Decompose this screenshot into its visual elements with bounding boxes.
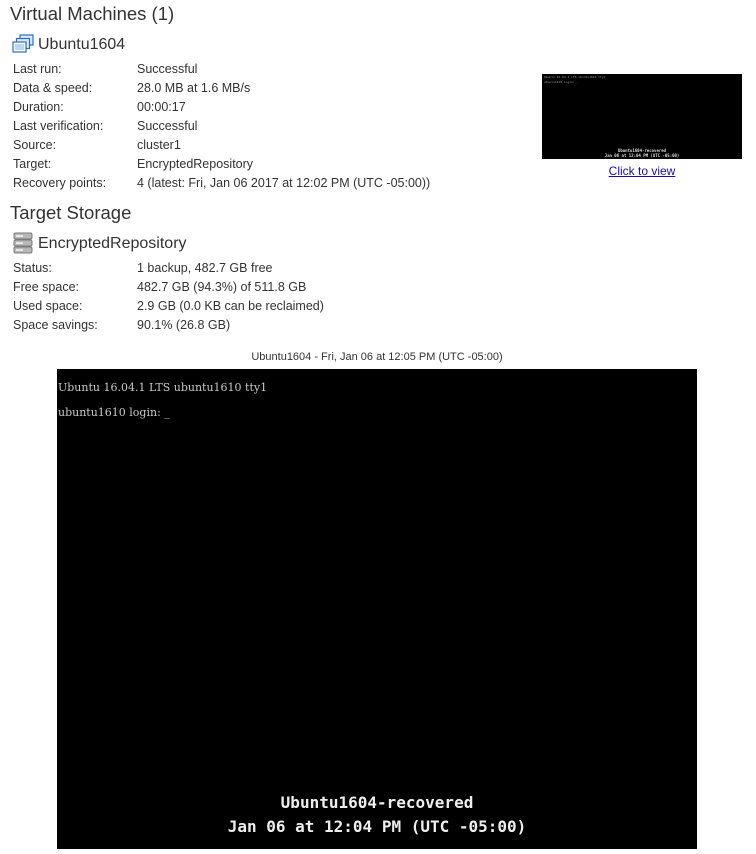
vm-detail-row — [13, 79, 430, 98]
detail-value: 482.7 GB (94.3%) of 511.8 GB — [137, 280, 307, 294]
storage-section-heading: Target Storage — [10, 202, 132, 223]
detail-key: Duration: — [13, 100, 64, 114]
vm-details-table — [13, 60, 430, 193]
thumbnail-terminal-line: Ubuntu 16.04.1 LTS ubuntu1610 tty1 — [544, 75, 606, 79]
detail-key: Status: — [13, 261, 52, 275]
database-icon — [13, 232, 33, 259]
screenshot-overlay-time: Jan 06 at 12:04 PM (UTC -05:00) — [227, 817, 527, 836]
screenshot-overlay-title: Ubuntu1604-recovered — [280, 793, 474, 812]
storage-detail-row — [13, 278, 324, 297]
vm-screenshot-thumbnail[interactable] — [542, 74, 742, 159]
storage-detail-row — [13, 297, 324, 316]
virtual-machine-icon — [12, 34, 34, 59]
detail-value: 1 backup, 482.7 GB free — [137, 261, 273, 275]
detail-key: Target: — [13, 157, 52, 171]
detail-key: Space savings: — [13, 318, 98, 332]
repository-name[interactable]: EncryptedRepository — [38, 235, 187, 252]
vm-detail-row — [13, 117, 430, 136]
detail-value: 4 (latest: Fri, Jan 06 2017 at 12:02 PM (UTC -05:00)) — [137, 176, 431, 190]
terminal-login-prompt: ubuntu1610 login: _ — [58, 406, 170, 419]
detail-value: 28.0 MB at 1.6 MB/s — [137, 81, 251, 95]
detail-value: 2.9 GB (0.0 KB can be reclaimed) — [137, 299, 324, 313]
detail-value: 00:00:17 — [137, 100, 186, 114]
thumbnail-overlay-time: Jan 06 at 12:04 PM (UTC -05:00) — [604, 153, 680, 158]
vm-console-screenshot — [57, 369, 697, 849]
detail-key: Source: — [13, 138, 57, 152]
storage-detail-row — [13, 259, 324, 278]
thumbnail-overlay-title: Ubuntu1604-recovered — [617, 148, 667, 153]
storage-detail-row — [13, 316, 324, 335]
vm-section-heading: Virtual Machines (1) — [10, 3, 175, 24]
detail-value: cluster1 — [137, 138, 181, 152]
detail-value: 90.1% (26.8 GB) — [137, 318, 231, 332]
terminal-line: Ubuntu 16.04.1 LTS ubuntu1610 tty1 — [58, 381, 268, 394]
vm-name[interactable]: Ubuntu1604 — [38, 36, 126, 53]
detail-value: Successful — [137, 119, 198, 133]
vm-detail-row — [13, 155, 430, 174]
screenshot-caption: Ubuntu1604 - Fri, Jan 06 at 12:05 PM (UTC -05:00) — [251, 351, 503, 363]
vm-detail-row — [13, 136, 430, 155]
detail-key: Recovery points: — [13, 176, 107, 190]
detail-key: Data & speed: — [13, 81, 93, 95]
detail-key: Last verification: — [13, 119, 104, 133]
detail-key: Last run: — [13, 62, 62, 76]
click-to-view-link[interactable]: Click to view — [608, 164, 676, 178]
detail-key: Free space: — [13, 280, 80, 294]
vm-detail-row — [13, 60, 430, 79]
thumbnail-terminal-line: ubuntu1610 login: _ — [544, 80, 579, 84]
detail-value: EncryptedRepository — [137, 157, 254, 171]
vm-detail-row — [13, 98, 430, 117]
detail-value: Successful — [137, 62, 198, 76]
detail-key: Used space: — [13, 299, 83, 313]
storage-details-table — [13, 259, 324, 335]
vm-detail-row — [13, 174, 430, 193]
